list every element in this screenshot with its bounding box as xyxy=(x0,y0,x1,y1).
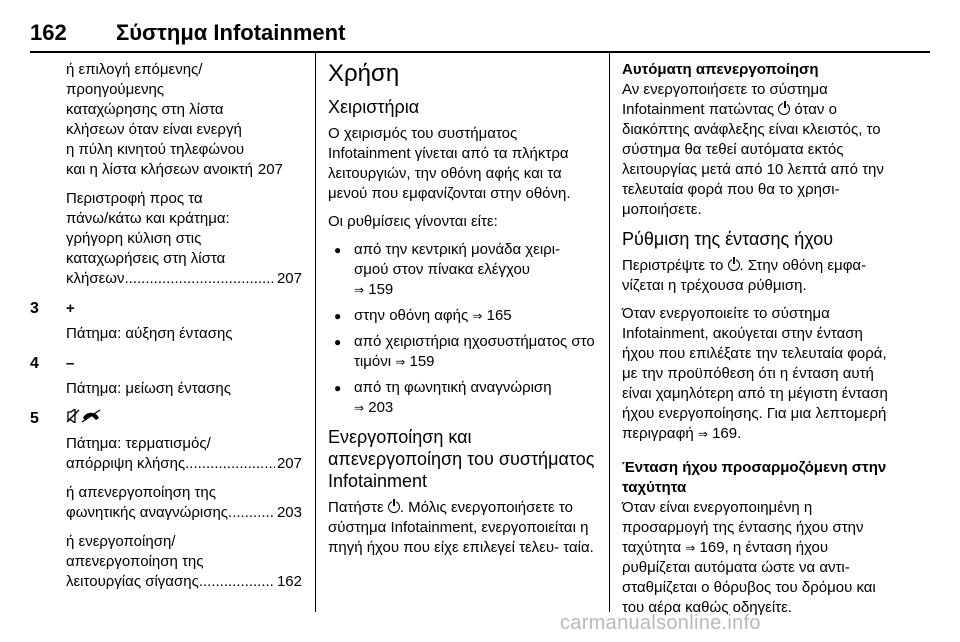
page-link[interactable] xyxy=(395,353,434,370)
index-line xyxy=(66,572,302,592)
index-line xyxy=(66,269,302,289)
arrow-icon: ⇒ xyxy=(395,355,406,369)
text-span: όταν ο διακόπτης ανάφλεξης είναι κλειστός, το σύστημα θα τεθεί αυτόματα εκτός λειτουργίας μετά από 10 λεπτά από την τελευταία φορά που θα το χρησι- μοποιήσετε. xyxy=(622,101,884,218)
mute-phone-hangup-icon xyxy=(66,409,102,429)
paragraph: Οι ρυθμίσεις γίνονται είτε: xyxy=(328,213,498,230)
key-4-row xyxy=(30,353,302,375)
key-3-row xyxy=(30,298,302,320)
page-link[interactable] xyxy=(472,307,511,324)
index-text: κλήσεων xyxy=(66,270,125,287)
arrow-icon: ⇒ xyxy=(354,283,365,297)
power-icon xyxy=(388,501,400,513)
text-span: Πατήστε xyxy=(328,499,384,516)
key-description: Πάτημα: μείωση έντασης xyxy=(66,380,231,397)
subsection-heading-volume: Ρύθμιση της έντασης ήχου xyxy=(622,229,834,249)
bullet-text: από την κεντρική μονάδα χειρι- σμού στον πίνακα ελέγχου xyxy=(354,241,561,278)
leader-dots xyxy=(185,454,275,474)
text-line: η πύλη κινητού τηλεφώνου xyxy=(66,141,245,158)
key-description: Πάτημα: αύξηση έντασης xyxy=(66,325,233,342)
section-heading: Χρήση xyxy=(328,60,400,87)
paragraph xyxy=(622,256,897,296)
page-ref: 207 xyxy=(276,455,302,472)
page-ref: 162 xyxy=(276,573,302,590)
text-line: καταχωρήσεις στη λίστα xyxy=(66,250,226,267)
list-item xyxy=(30,483,302,523)
list-item xyxy=(328,378,596,418)
page-number: 162 xyxy=(30,20,67,45)
page-title: Σύστημα Infotainment xyxy=(116,20,346,45)
key-number: 3 xyxy=(30,300,39,317)
list-item xyxy=(328,306,596,326)
subsection-heading-controls: Χειριστήρια xyxy=(328,97,420,117)
text-line: καταχώρησης στη λίστα xyxy=(66,101,224,118)
column-1 xyxy=(30,60,302,601)
key-5-row xyxy=(30,408,302,430)
text-line: κλήσεων όταν είναι ενεργή xyxy=(66,121,242,138)
page-ref: 207 xyxy=(276,270,302,287)
index-text: και η λίστα κλήσεων ανοικτή xyxy=(66,161,253,178)
text-line: προηγούμενης xyxy=(66,81,165,98)
index-line xyxy=(66,160,302,180)
page-link[interactable] xyxy=(354,281,393,298)
list-item xyxy=(328,240,596,300)
paragraph xyxy=(328,498,596,558)
page-ref: 203 xyxy=(276,504,302,521)
column-3 xyxy=(622,60,897,626)
page-link[interactable] xyxy=(354,399,393,416)
plus-symbol: + xyxy=(66,300,75,317)
page-link[interactable] xyxy=(698,425,741,442)
text-line: απενεργοποίηση της xyxy=(66,553,204,570)
column-divider-2 xyxy=(609,52,610,612)
bullet-list xyxy=(328,240,596,418)
text-span: Περιστρέψτε το xyxy=(622,257,724,274)
column-divider-1 xyxy=(315,52,316,612)
text-line: ή ενεργοποίηση/ xyxy=(66,533,176,550)
list-item xyxy=(30,60,302,180)
paragraph xyxy=(622,498,897,618)
power-icon xyxy=(728,259,740,271)
list-item xyxy=(30,532,302,592)
key-number: 4 xyxy=(30,355,39,372)
header-rule xyxy=(30,51,930,53)
page-ref: 203 xyxy=(368,399,394,416)
leader-dots xyxy=(199,572,275,592)
arrow-icon: ⇒ xyxy=(697,427,708,441)
text-span: , η ένταση ήχου ρυθμίζεται αυτόματα ώστε να αντι- σταθμίζεται ο θόρυβος του δρόμου και του αέρα καθώς οδηγείτε. xyxy=(622,539,876,616)
page-ref: 159 xyxy=(368,281,394,298)
page-ref: 159 xyxy=(409,353,435,370)
list-item xyxy=(328,332,596,372)
paragraph xyxy=(622,80,897,220)
list-item xyxy=(30,434,302,474)
bullet-text: από χειριστήρια ηχοσυστήματος στο τιμόνι xyxy=(354,333,595,370)
list-item xyxy=(30,324,302,344)
page-ref: 169. xyxy=(712,425,742,442)
text-span: . Μόλις ενεργοποιήσετε το σύστημα Infotainment, ενεργοποιείται η πηγή ήχου που είχε επιλεγεί τελευ- ταία. xyxy=(328,499,594,556)
paragraph: Ο χειρισμός του συστήματος Infotainment γίνεται από τα πλήκτρα λειτουργιών, την οθόνη αφής και τα μενού που εμφανίζονται στην οθόνη. xyxy=(328,125,571,202)
text-span: Όταν είναι ενεργοποιημένη η προσαρμογή της έντασης ήχου στην ταχύτητα xyxy=(622,499,864,556)
page-ref: 207 xyxy=(257,161,283,178)
text-span: . Στην οθόνη εμφα- νίζεται η τρέχουσα ρύθμιση. xyxy=(622,257,867,294)
leader-dots xyxy=(125,269,275,289)
text-line: ή επιλογή επόμενης/ xyxy=(66,61,203,78)
arrow-icon: ⇒ xyxy=(472,309,483,323)
list-item xyxy=(30,189,302,289)
arrow-icon: ⇒ xyxy=(354,401,365,415)
power-icon xyxy=(778,103,790,115)
list-item xyxy=(30,379,302,399)
subsection-heading-auto-off: Αυτόματη απενεργοποίηση xyxy=(622,61,819,78)
text-line: πάνω/κάτω και κράτημα: xyxy=(66,210,230,227)
text-span: Όταν ενεργοποιείτε το σύστημα Infotainment, ακούγεται στην ένταση ήχου που επιλέξατε την τελευταία φορά, με την προϋπόθεση ότι η ένταση αυτή είναι χαμηλότερη από τη μέγιστη ένταση ήχου ενεργοποίησης. Για μια λεπτομερή περιγραφή xyxy=(622,305,888,442)
text-line: ή απενεργοποίηση της xyxy=(66,484,216,501)
bullet-text: από τη φωνητική αναγνώριση xyxy=(354,379,552,396)
arrow-icon: ⇒ xyxy=(685,541,696,555)
key-number: 5 xyxy=(30,410,39,427)
index-line xyxy=(66,503,302,523)
text-span: Αν ενεργοποιήσετε το σύστημα Infotainment πατώντας xyxy=(622,81,828,118)
index-text: λειτουργίας σίγασης xyxy=(66,573,199,590)
text-line: Πάτημα: τερματισμός/ xyxy=(66,435,211,452)
index-line xyxy=(66,454,302,474)
subsection-heading-activate: Ενεργοποίηση και απενεργοποίηση του συστήματος Infotainment xyxy=(328,427,595,491)
leader-dots xyxy=(228,503,275,523)
index-text: φωνητικής αναγνώρισης xyxy=(66,504,229,521)
page-link[interactable] xyxy=(685,539,724,556)
subsection-heading-speed-volume: Ένταση ήχου προσαρμοζόμενη στην ταχύτητα xyxy=(622,459,887,496)
text-line: Περιστροφή προς τα xyxy=(66,190,203,207)
paragraph xyxy=(622,304,897,444)
page-ref: 169 xyxy=(699,539,725,556)
column-2 xyxy=(328,60,596,566)
page-ref: 165 xyxy=(486,307,512,324)
page-header xyxy=(0,0,960,52)
text-line: γρήγορη κύλιση στις xyxy=(66,230,202,247)
bullet-text: στην οθόνη αφής xyxy=(354,307,469,324)
watermark: carmanualsonline.info xyxy=(560,612,761,634)
minus-symbol: – xyxy=(66,355,75,372)
index-text: απόρριψη κλήσης xyxy=(66,455,186,472)
